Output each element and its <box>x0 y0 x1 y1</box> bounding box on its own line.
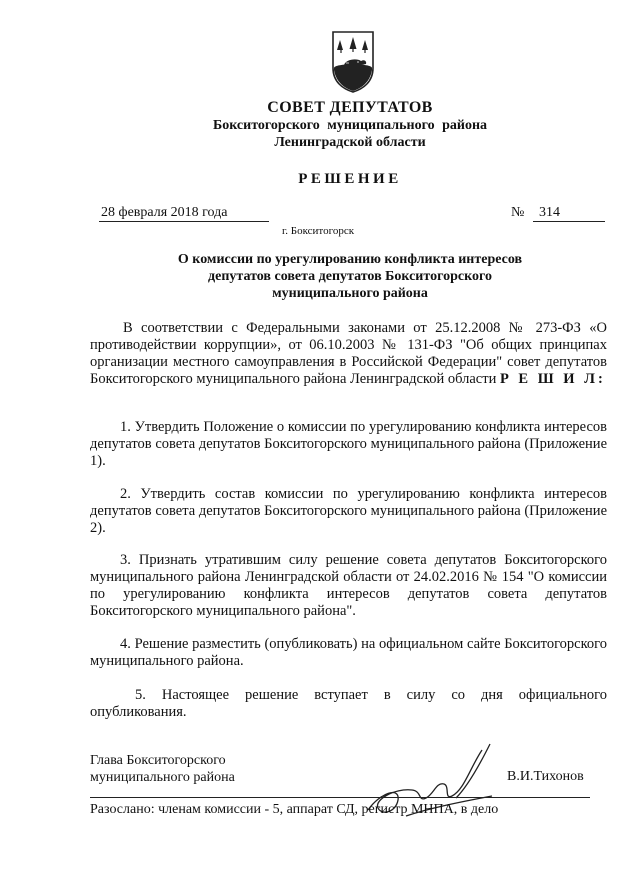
document-type: РЕШЕНИЕ <box>298 171 402 187</box>
decision-item-3: 3. Признать утратившим силу решение совета депутатов Бокситогорского муниципального района Ленинградской области от 24.02.2016 № 154 "О комиссии по урегулированию конфликта интересов депутатов совета депутатов Бокситогорского муниципального района". <box>90 552 607 619</box>
decision-item-5: 5. Настоящее решение вступает в силу со дня официального опубликования. <box>90 687 607 720</box>
coat-of-arms-icon <box>330 30 376 94</box>
signatory-title-line: Глава Бокситогорского <box>90 753 226 768</box>
region-name: Ленинградской области <box>274 135 426 150</box>
decision-date: 28 февраля 2018 года <box>99 205 269 222</box>
signatory-title-line: муниципального района <box>90 770 235 785</box>
decision-item-1: 1. Утвердить Положение о комиссии по урегулированию конфликта интересов депутатов совета депутатов Бокситогорского муниципального района (Приложение 1). <box>90 419 607 469</box>
decision-item-4: 4. Решение разместить (опубликовать) на официальном сайте Бокситогорского муниципального района. <box>90 636 607 669</box>
decision-number: 314 <box>533 205 605 222</box>
signatory-name: В.И.Тихонов <box>507 769 584 784</box>
divider <box>90 797 590 798</box>
title-line: О комиссии по урегулированию конфликта интересов <box>177 252 523 267</box>
title-line: муниципального района <box>272 286 428 301</box>
number-label: № <box>511 205 525 220</box>
decided-keyword: Р Е Ш И Л: <box>499 371 606 387</box>
council-name: СОВЕТ ДЕПУТАТОВ <box>267 99 433 116</box>
document-title <box>120 251 580 302</box>
decision-item-2: 2. Утвердить состав комиссии по урегулированию конфликта интересов депутатов совета депутатов Бокситогорского муниципального района (Приложение 2). <box>90 486 607 536</box>
distribution-list: Разослано: членам комиссии - 5, аппарат СД, регистр МНПА, в дело <box>90 802 499 817</box>
city: г. Бокситогорск <box>282 225 355 237</box>
preamble-paragraph <box>90 320 607 388</box>
title-line: депутатов совета депутатов Бокситогорского <box>208 269 492 284</box>
preamble-text: В соответствии с Федеральными законами от 25.12.2008 № 273-ФЗ «О противодействии коррупции», от 06.10.2003 № 131-ФЗ "Об общих принципах организации местного самоуправления в Российской Федерации" совет депутатов Бокситогорского муниципального района Ленинградской области <box>90 320 607 387</box>
district-name: Бокситогорского муниципального района <box>212 118 488 133</box>
